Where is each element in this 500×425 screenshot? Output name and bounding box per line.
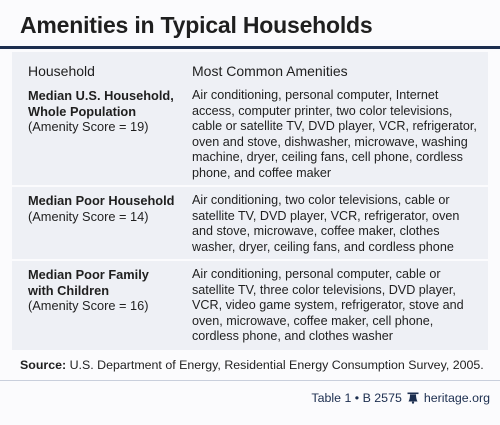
liberty-bell-icon (407, 392, 419, 404)
household-cell (28, 267, 183, 314)
household-name: Median Poor Household (28, 193, 175, 208)
row-divider (12, 259, 488, 261)
title-rule (0, 46, 500, 49)
household-name: Median U.S. Household, Whole Population (28, 88, 174, 119)
amenities-cell: Air conditioning, personal computer, Internet access, computer printer, two color televisions, cable or satellite TV, DVD player, VCR, refrigerator, oven and stove, dishwasher, microwave, washing machine, dryer, ceiling fans, cell phone, cordless phone, and coffee maker (192, 88, 477, 180)
amenity-score: (Amenity Score = 14) (28, 208, 149, 224)
page-title: Amenities in Typical Households (20, 12, 373, 38)
footer-credit (311, 391, 490, 405)
household-cell (28, 88, 183, 135)
site-link[interactable]: heritage.org (423, 391, 490, 405)
source-note (20, 358, 490, 372)
table-reference: Table 1 • B 2575 (311, 391, 402, 405)
amenities-cell: Air conditioning, personal computer, cable or satellite TV, three color televisions, DVD player, VCR, video game system, refrigerator, stove and oven, microwave, coffee maker, cell phone, cordless phone, and clothes washer (192, 267, 464, 343)
row-divider (12, 185, 488, 187)
amenity-score: (Amenity Score = 19) (28, 119, 149, 134)
household-name: Median Poor Family with Children (28, 267, 149, 298)
amenity-score: (Amenity Score = 16) (28, 298, 149, 313)
footer-rule (0, 380, 500, 381)
column-header-household: Household (28, 63, 95, 79)
column-header-amenities: Most Common Amenities (192, 63, 348, 79)
source-label: Source: (20, 358, 67, 372)
household-cell (28, 193, 183, 224)
amenities-cell: Air conditioning, two color televisions, cable or satellite TV, DVD player, VCR, refrigerator, oven and stove, microwave, coffee maker, clothes washer, dryer, ceiling fans, and cordless phone (192, 193, 460, 254)
source-text: U.S. Department of Energy, Residential Energy Consumption Survey, 2005. (69, 358, 484, 372)
